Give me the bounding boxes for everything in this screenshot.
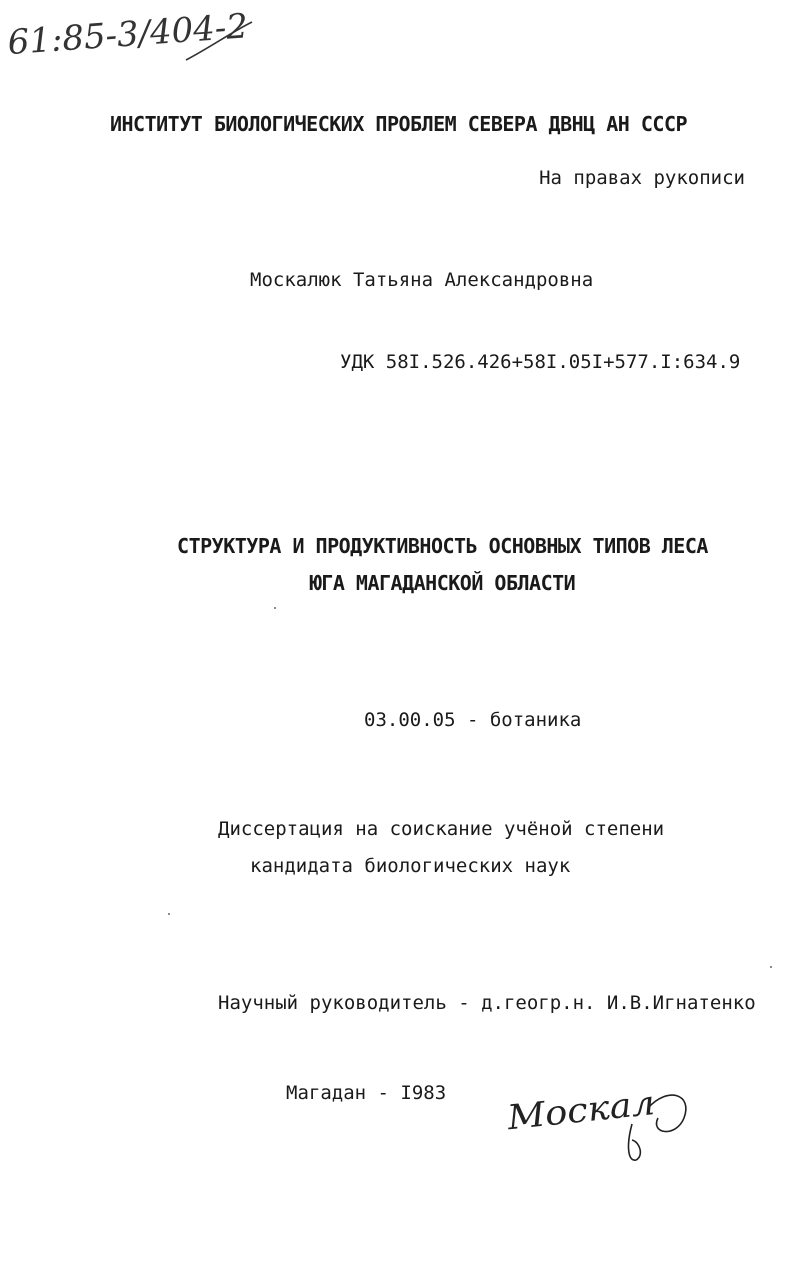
author-name: Москалюк Татьяна Александровна — [250, 269, 594, 291]
manuscript-rights-note: На правах рукописи — [539, 167, 745, 189]
scan-speck — [770, 966, 772, 968]
dissertation-degree-line-2: кандидата биологических наук — [250, 855, 571, 877]
place-and-year: Магадан - I983 — [286, 1082, 447, 1104]
svg-text:61:85-3/404-2: 61:85-3/404-2 — [6, 6, 250, 64]
svg-text:Москал: Москал — [505, 1084, 646, 1139]
institute-name: ИНСТИТУТ БИОЛОГИЧЕСКИХ ПРОБЛЕМ СЕВЕРА ДВНЦ АН СССР — [109, 112, 688, 136]
author-signature — [498, 1068, 698, 1168]
thesis-title-line-1: СТРУКТУРА И ПРОДУКТИВНОСТЬ ОСНОВНЫХ ТИПОВ ЛЕСА — [177, 534, 708, 558]
thesis-title-line-2: ЮГА МАГАДАНСКОЙ ОБЛАСТИ — [309, 571, 576, 595]
scientific-supervisor: Научный руководитель - д.геогр.н. И.В.Игнатенко — [218, 992, 756, 1014]
scan-speck — [168, 913, 170, 915]
scan-speck — [274, 607, 276, 609]
udk-code: УДК 58I.526.426+58I.05I+577.I:634.9 — [340, 351, 741, 373]
archive-handwritten-note — [4, 2, 254, 74]
dissertation-degree-line-1: Диссертация на соискание учёной степени — [218, 818, 665, 840]
specialty-code: 03.00.05 - ботаника — [364, 709, 582, 731]
